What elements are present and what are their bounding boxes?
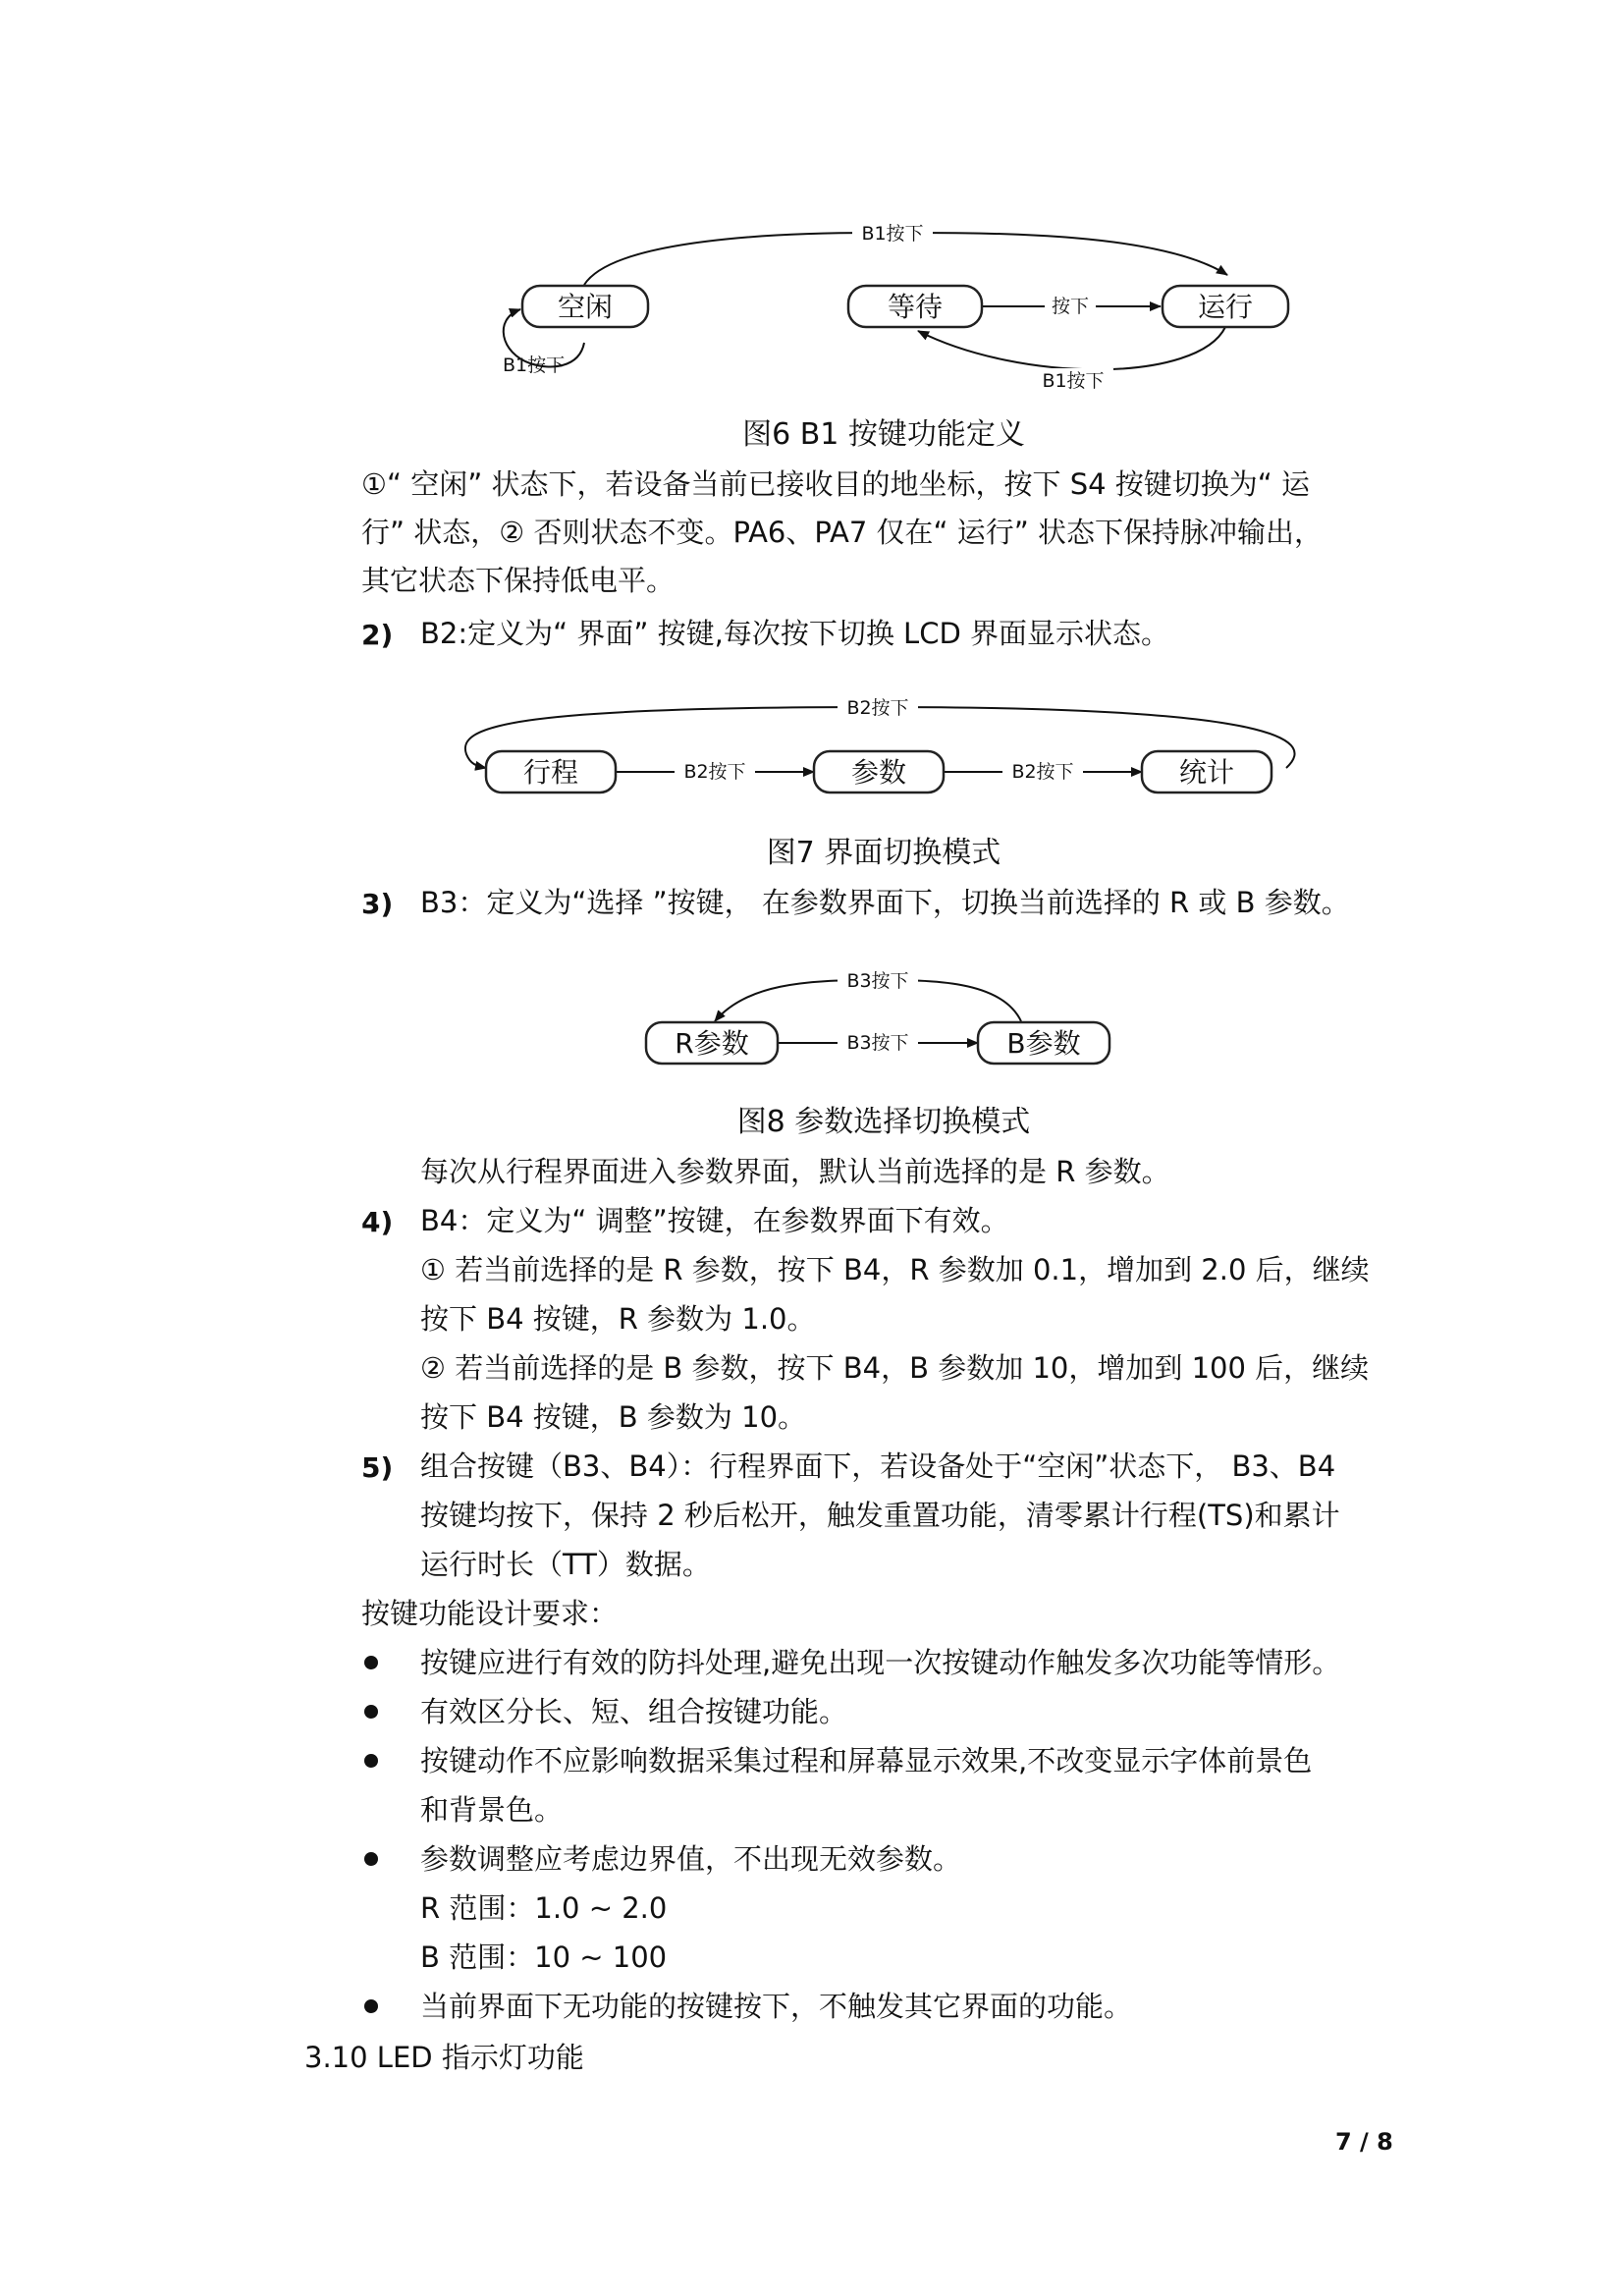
edge-run-to-wait (918, 327, 1225, 369)
node-wait (848, 286, 982, 327)
list-item-text: B2:定义为“ 界面” 按键,每次按下切换 LCD 界面显示状态。 (420, 617, 1169, 650)
list-item-text: ① 若当前选择的是 R 参数，按下 B4，R 参数加 0.1，增加到 2.0 后，继续 (420, 1253, 1370, 1286)
paragraph-line: 行” 状态，② 否则状态不变。PA6、PA7 仅在“ 运行” 状态下保持脉冲输出， (361, 516, 1324, 549)
edge-label-run-to-wait: B1按下 (1042, 370, 1105, 392)
paragraph-line: 其它状态下保持低电平。 (361, 564, 676, 597)
bullet-text: 当前界面下无功能的按键按下，不触发其它界面的功能。 (420, 1990, 1133, 2023)
list-number: 3) (361, 888, 394, 920)
paragraph-line: ①“ 空闲” 状态下，若设备当前已接收目的地坐标，按下 S4 按键切换为“ 运 (361, 467, 1311, 501)
node-b-param (978, 1022, 1109, 1064)
svg-text:空闲: 空闲 (557, 291, 614, 323)
bullet-dot (364, 1754, 378, 1768)
list-number: 4) (361, 1206, 394, 1238)
figure-7-state-diagram (447, 687, 1311, 805)
section-heading: 3.10 LED 指示灯功能 (304, 2041, 584, 2074)
list-item-text: B3：定义为“选择 ”按键， 在参数界面下，切换当前选择的 R 或 B 参数。 (420, 886, 1350, 919)
bullet-text: 有效区分长、短、组合按键功能。 (420, 1695, 848, 1728)
edge-label-wait-to-run: 按下 (1051, 296, 1090, 317)
list-item-text: 按下 B4 按键，R 参数为 1.0。 (420, 1302, 816, 1336)
list-number: 5) (361, 1451, 394, 1484)
edge-label-r-to-b: B3按下 (846, 1032, 909, 1054)
list-item-text: 按下 B4 按键，B 参数为 10。 (420, 1400, 807, 1434)
list-item-text: B4：定义为“ 调整”按键，在参数界面下有效。 (420, 1204, 1009, 1237)
list-item-text: 组合按键（B3、B4）：行程界面下，若设备处于“空闲”状态下， B3、B4 (420, 1449, 1336, 1483)
list-item-text: ② 若当前选择的是 B 参数，按下 B4，B 参数加 10，增加到 100 后，继续 (420, 1351, 1370, 1385)
figure-8-caption: 图8 参数选择切换模式 (736, 1105, 1031, 1139)
figure-6-caption: 图6 B1 按键功能定义 (742, 417, 1025, 452)
figure-8-state-diagram (638, 962, 1119, 1070)
bullet-text: 按键应进行有效的防抖处理,避免出现一次按键动作触发多次功能等情形。 (420, 1646, 1341, 1679)
svg-text:行程: 行程 (522, 756, 579, 789)
edge-label-b-to-r: B3按下 (846, 970, 909, 992)
svg-text:等待: 等待 (887, 291, 944, 323)
node-idle (522, 286, 648, 327)
bullet-text: 按键动作不应影响数据采集过程和屏幕显示效果,不改变显示字体前景色 (420, 1744, 1313, 1777)
figure-6-state-diagram (471, 211, 1325, 398)
list-item-text: 按键均按下，保持 2 秒后松开，触发重置功能，清零累计行程(TS)和累计 (420, 1499, 1340, 1532)
edge-label-idle-self: B1按下 (503, 355, 566, 376)
node-r-param (646, 1022, 778, 1064)
svg-text:统计: 统计 (1178, 756, 1235, 789)
edge-label-param-to-stat: B2按下 (1011, 761, 1074, 783)
page-number: 7 / 8 (1335, 2128, 1393, 2156)
svg-text:参数: 参数 (850, 756, 907, 789)
list-item-text: 运行时长（TT）数据。 (420, 1548, 711, 1581)
node-run (1163, 286, 1288, 327)
paragraph-line: 每次从行程界面进入参数界面，默认当前选择的是 R 参数。 (420, 1155, 1170, 1188)
requirements-heading: 按键功能设计要求： (361, 1597, 619, 1630)
bullet-dot (364, 1852, 378, 1866)
node-trip (486, 751, 616, 793)
node-stat (1142, 751, 1271, 793)
bullet-dot (364, 1656, 378, 1669)
bullet-dot (364, 1999, 378, 2013)
svg-text:B参数: B参数 (1006, 1027, 1081, 1060)
svg-text:运行: 运行 (1197, 291, 1254, 323)
range-b: B 范围：10 ~ 100 (420, 1941, 668, 1974)
svg-text:R参数: R参数 (675, 1027, 749, 1060)
node-param (814, 751, 944, 793)
bullet-text: 和背景色。 (420, 1793, 564, 1827)
edge-label-trip-to-param: B2按下 (683, 761, 746, 783)
bullet-dot (364, 1705, 378, 1719)
list-number: 2) (361, 619, 394, 651)
range-r: R 范围：1.0 ~ 2.0 (420, 1891, 668, 1925)
bullet-text: 参数调整应考虑边界值，不出现无效参数。 (420, 1842, 962, 1876)
figure-7-caption: 图7 界面切换模式 (766, 836, 1001, 870)
edge-label-stat-to-trip: B2按下 (846, 697, 909, 719)
edge-label-idle-to-run: B1按下 (861, 223, 924, 245)
